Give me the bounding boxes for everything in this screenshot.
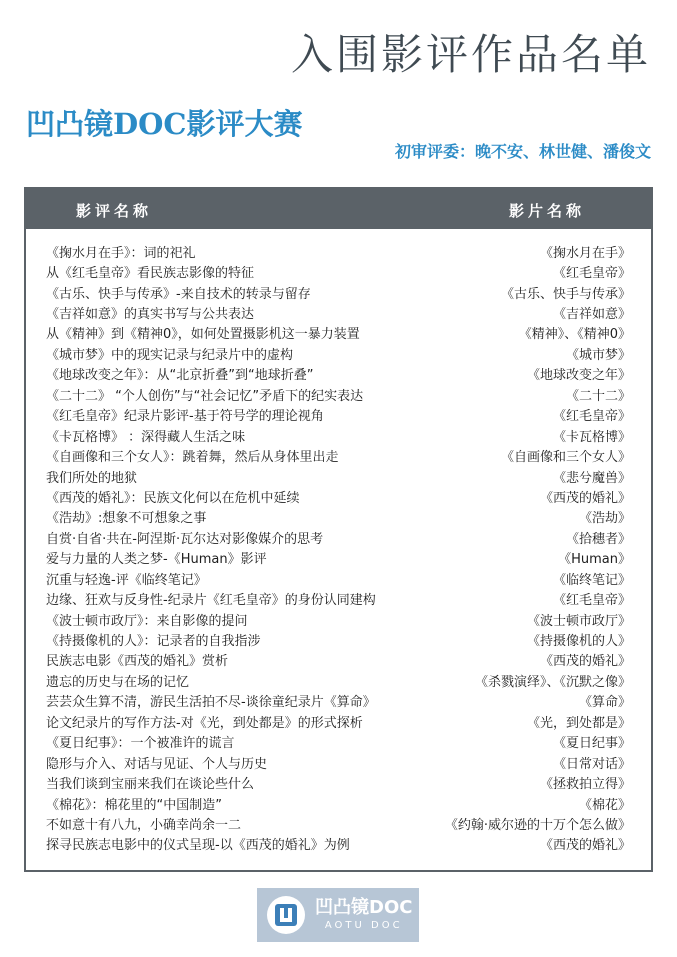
review-title: 《波士顿市政厅》：来自影像的提问 — [46, 613, 248, 629]
film-title: 《棉花》 — [578, 797, 631, 813]
table-row — [46, 772, 631, 792]
film-title: 《自画像和三个女人》 — [500, 450, 631, 466]
aotu-doc-logo-icon — [267, 896, 305, 934]
film-title: 《城市梦》 — [565, 347, 631, 363]
page-title: 入围影评作品名单 — [290, 30, 651, 79]
logo-name: 凹凸镜DOC — [315, 897, 413, 918]
table-row — [46, 445, 631, 465]
film-title: 《算命》 — [578, 695, 631, 711]
film-title: 《波士顿市政厅》 — [526, 613, 631, 629]
film-title: 《悲兮魔兽》 — [552, 470, 631, 486]
film-title: 《西茂的婚礼》 — [539, 490, 631, 506]
table-row — [46, 323, 631, 343]
review-title: 《持摄像机的人》：记录者的自我指涉 — [46, 634, 261, 650]
film-title: 《地球改变之年》 — [526, 368, 631, 384]
review-title: 隐形与介入、对话与见证、个人与历史 — [46, 756, 268, 772]
review-title: 芸芸众生算不清，游民生活拍不尽-谈徐童纪录片《算命》 — [46, 695, 376, 711]
film-title: 《拾穗者》 — [565, 531, 631, 547]
film-title: 《红毛皇帝》 — [552, 266, 631, 282]
table-row — [46, 241, 631, 261]
table-body — [46, 241, 631, 854]
film-title: 《精神》、《精神0》 — [518, 327, 631, 343]
table-row — [46, 711, 631, 731]
review-title: 遗忘的历史与在场的记忆 — [46, 674, 190, 690]
table-row — [46, 486, 631, 506]
film-title: 《古乐、快手与传承》 — [500, 286, 631, 302]
table-row — [46, 405, 631, 425]
table-row — [46, 834, 631, 854]
film-title: 《临终笔记》 — [552, 572, 631, 588]
table-row — [46, 629, 631, 649]
review-title: 《棉花》：棉花里的“中国制造” — [46, 797, 222, 813]
review-title: 民族志电影《西茂的婚礼》赏析 — [46, 654, 229, 670]
table-row — [46, 548, 631, 568]
film-title: 《浩劫》 — [578, 511, 631, 527]
table-row — [46, 609, 631, 629]
table-row — [46, 384, 631, 404]
review-title: 《卡瓦格博》 ：深得藏人生活之味 — [46, 429, 246, 445]
review-title: 沉重与轻逸-评《临终笔记》 — [46, 572, 207, 588]
review-title: 边缘、狂欢与反身性-纪录片《红毛皇帝》的身份认同建构 — [46, 593, 376, 609]
judges-line: 初审评委：晚不安、林世健、潘俊文 — [394, 142, 651, 161]
table-row — [46, 302, 631, 322]
film-title: 《红毛皇帝》 — [552, 593, 631, 609]
review-title: 《自画像和三个女人》：跳着舞，然后从身体里出走 — [46, 450, 339, 466]
film-title: 《吉祥如意》 — [552, 307, 631, 323]
aotu-doc-logo — [257, 888, 419, 942]
film-title: 《掬水月在手》 — [539, 245, 631, 261]
review-title: 《二十二》 “个人创伤”与“社会记忆”矛盾下的纪实表达 — [46, 388, 364, 404]
film-title: 《西茂的婚礼》 — [539, 654, 631, 670]
film-title: 《红毛皇帝》 — [552, 409, 631, 425]
table-row — [46, 425, 631, 445]
table-row — [46, 507, 631, 527]
review-title: 不如意十有八九，小确幸尚余一二 — [46, 817, 242, 833]
column-header-review: 影评名称 — [76, 202, 153, 220]
film-title: 《日常对话》 — [552, 756, 631, 772]
table-row — [46, 568, 631, 588]
review-title: 《浩劫》:想象不可想象之事 — [46, 511, 207, 527]
review-title: 从《精神》到《精神0》，如何处置摄影机这一暴力装置 — [46, 327, 360, 343]
film-title: 《拯救拍立得》 — [539, 777, 631, 793]
film-title: 《Human》 — [558, 552, 631, 568]
review-title: 爱与力量的人类之梦-《Human》影评 — [46, 552, 267, 568]
review-title: 《古乐、快手与传承》-来自技术的转录与留存 — [46, 286, 311, 302]
table-row — [46, 261, 631, 281]
contest-title: 凹凸镜DOC影评大赛 — [26, 107, 303, 141]
table-row — [46, 813, 631, 833]
table-header — [26, 189, 651, 229]
column-header-film: 影片名称 — [508, 202, 585, 220]
review-title: 《掬水月在手》：词的祀礼 — [46, 245, 196, 261]
table-row — [46, 588, 631, 608]
review-title: 论文纪录片的写作方法-对《光，到处都是》的形式探析 — [46, 715, 363, 731]
table-row — [46, 364, 631, 384]
review-title: 《红毛皇帝》纪录片影评-基于符号学的理论视角 — [46, 409, 324, 425]
table-row — [46, 691, 631, 711]
review-title: 探寻民族志电影中的仪式呈现-以《西茂的婚礼》为例 — [46, 838, 350, 854]
film-title: 《二十二》 — [565, 388, 631, 404]
film-title: 《杀戮演绎》、《沉默之像》 — [474, 674, 631, 690]
table-row — [46, 282, 631, 302]
film-title: 《西茂的婚礼》 — [539, 838, 631, 854]
table-row — [46, 527, 631, 547]
table-row — [46, 670, 631, 690]
film-title: 《持摄像机的人》 — [526, 634, 631, 650]
review-title: 自赏·自省·共在-阿涅斯·瓦尔达对影像媒介的思考 — [46, 531, 324, 547]
table-row — [46, 732, 631, 752]
review-title: 《吉祥如意》的真实书写与公共表达 — [46, 307, 255, 323]
film-title: 《卡瓦格博》 — [552, 429, 631, 445]
nominee-table — [24, 187, 653, 872]
review-title: 从《红毛皇帝》看民族志影像的特征 — [46, 266, 255, 282]
film-title: 《约翰·威尔逊的十万个怎么做》 — [444, 817, 631, 833]
review-title: 我们所处的地狱 — [46, 470, 138, 486]
table-row — [46, 343, 631, 363]
film-title: 《夏日纪事》 — [552, 736, 631, 752]
table-row — [46, 752, 631, 772]
table-row — [46, 650, 631, 670]
review-title: 当我们谈到宝丽来我们在谈论些什么 — [46, 777, 255, 793]
review-title: 《夏日纪事》：一个被准许的谎言 — [46, 736, 235, 752]
review-title: 《城市梦》中的现实记录与纪录片中的虚构 — [46, 347, 294, 363]
table-row — [46, 793, 631, 813]
review-title: 《地球改变之年》：从“北京折叠”到“地球折叠” — [46, 368, 314, 384]
review-title: 《西茂的婚礼》：民族文化何以在危机中延续 — [46, 490, 300, 506]
table-row — [46, 466, 631, 486]
logo-subtitle: AOTU DOC — [324, 920, 403, 931]
film-title: 《光，到处都是》 — [526, 715, 631, 731]
